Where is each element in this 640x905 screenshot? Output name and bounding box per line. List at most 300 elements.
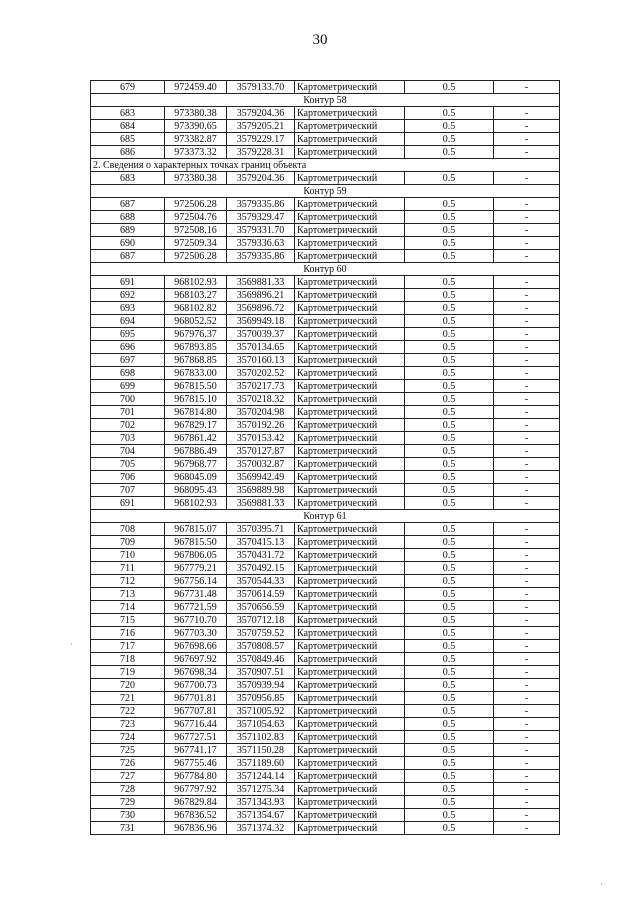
dash-cell: -	[494, 731, 560, 744]
point-number-cell: 703	[91, 432, 165, 445]
point-number-cell: 719	[91, 666, 165, 679]
method-cell: Картометрический	[295, 172, 405, 185]
table-row	[91, 718, 560, 731]
x-coordinate-cell: 967727.51	[165, 731, 227, 744]
method-cell: Картометрический	[295, 120, 405, 133]
x-coordinate-cell: 967815.50	[165, 536, 227, 549]
x-coordinate-cell: 972504.76	[165, 211, 227, 224]
accuracy-cell: 0.5	[405, 783, 494, 796]
table-row	[91, 679, 560, 692]
dash-cell: -	[494, 198, 560, 211]
y-coordinate-cell: 3571005.92	[227, 705, 295, 718]
point-number-cell: 700	[91, 393, 165, 406]
dash-cell: -	[494, 497, 560, 510]
table-row	[91, 575, 560, 588]
y-coordinate-cell: 3579331.70	[227, 224, 295, 237]
accuracy-cell: 0.5	[405, 107, 494, 120]
point-number-cell: 722	[91, 705, 165, 718]
dash-cell: -	[494, 120, 560, 133]
y-coordinate-cell: 3571054.63	[227, 718, 295, 731]
point-number-cell: 698	[91, 367, 165, 380]
table-row	[91, 692, 560, 705]
table-row	[91, 302, 560, 315]
y-coordinate-cell: 3579204.36	[227, 172, 295, 185]
table-row	[91, 744, 560, 757]
dash-cell: -	[494, 432, 560, 445]
x-coordinate-cell: 967701.81	[165, 692, 227, 705]
table-row	[91, 627, 560, 640]
method-cell: Картометрический	[295, 81, 405, 94]
x-coordinate-cell: 967697.92	[165, 653, 227, 666]
x-coordinate-cell: 967815.10	[165, 393, 227, 406]
x-coordinate-cell: 968102.93	[165, 497, 227, 510]
method-cell: Картометрический	[295, 614, 405, 627]
table-row	[91, 211, 560, 224]
accuracy-cell: 0.5	[405, 601, 494, 614]
accuracy-cell: 0.5	[405, 549, 494, 562]
method-cell: Картометрический	[295, 276, 405, 289]
x-coordinate-cell: 967836.52	[165, 809, 227, 822]
contour-header-row	[91, 185, 560, 198]
y-coordinate-cell: 3571343.93	[227, 796, 295, 809]
dash-cell: -	[494, 822, 560, 835]
accuracy-cell: 0.5	[405, 822, 494, 835]
x-coordinate-cell: 968045.09	[165, 471, 227, 484]
accuracy-cell: 0.5	[405, 146, 494, 159]
point-number-cell: 694	[91, 315, 165, 328]
contour-label: Контур 58	[91, 94, 560, 107]
method-cell: Картометрический	[295, 367, 405, 380]
x-coordinate-cell: 968102.93	[165, 276, 227, 289]
x-coordinate-cell: 967779.21	[165, 562, 227, 575]
y-coordinate-cell: 3569949.18	[227, 315, 295, 328]
point-number-cell: 718	[91, 653, 165, 666]
table-row	[91, 770, 560, 783]
point-number-cell: 720	[91, 679, 165, 692]
y-coordinate-cell: 3571374.32	[227, 822, 295, 835]
method-cell: Картометрический	[295, 406, 405, 419]
dash-cell: -	[494, 562, 560, 575]
table-row	[91, 809, 560, 822]
accuracy-cell: 0.5	[405, 393, 494, 406]
y-coordinate-cell: 3570492.15	[227, 562, 295, 575]
table-row	[91, 419, 560, 432]
y-coordinate-cell: 3570134.65	[227, 341, 295, 354]
accuracy-cell: 0.5	[405, 445, 494, 458]
point-number-cell: 709	[91, 536, 165, 549]
accuracy-cell: 0.5	[405, 536, 494, 549]
point-number-cell: 706	[91, 471, 165, 484]
method-cell: Картометрический	[295, 198, 405, 211]
table-row	[91, 276, 560, 289]
method-cell: Картометрический	[295, 237, 405, 250]
point-number-cell: 701	[91, 406, 165, 419]
y-coordinate-cell: 3570956.85	[227, 692, 295, 705]
table-row	[91, 250, 560, 263]
point-number-cell: 713	[91, 588, 165, 601]
table-row	[91, 406, 560, 419]
method-cell: Картометрический	[295, 458, 405, 471]
y-coordinate-cell: 3570431.72	[227, 549, 295, 562]
contour-label: Контур 61	[91, 510, 560, 523]
dash-cell: -	[494, 367, 560, 380]
y-coordinate-cell: 3579228.31	[227, 146, 295, 159]
method-cell: Картометрический	[295, 692, 405, 705]
table-row	[91, 640, 560, 653]
x-coordinate-cell: 973380.38	[165, 172, 227, 185]
table-row	[91, 224, 560, 237]
dash-cell: -	[494, 679, 560, 692]
table-row	[91, 653, 560, 666]
y-coordinate-cell: 3570218.32	[227, 393, 295, 406]
method-cell: Картометрический	[295, 666, 405, 679]
accuracy-cell: 0.5	[405, 133, 494, 146]
method-cell: Картометрический	[295, 601, 405, 614]
table-row	[91, 315, 560, 328]
method-cell: Картометрический	[295, 809, 405, 822]
y-coordinate-cell: 3570759.52	[227, 627, 295, 640]
table-row	[91, 588, 560, 601]
dash-cell: -	[494, 224, 560, 237]
dash-cell: -	[494, 250, 560, 263]
point-number-cell: 691	[91, 276, 165, 289]
method-cell: Картометрический	[295, 484, 405, 497]
method-cell: Картометрический	[295, 627, 405, 640]
x-coordinate-cell: 967698.66	[165, 640, 227, 653]
dash-cell: -	[494, 536, 560, 549]
dash-cell: -	[494, 692, 560, 705]
point-number-cell: 691	[91, 497, 165, 510]
y-coordinate-cell: 3569896.21	[227, 289, 295, 302]
accuracy-cell: 0.5	[405, 172, 494, 185]
method-cell: Картометрический	[295, 640, 405, 653]
method-cell: Картометрический	[295, 432, 405, 445]
method-cell: Картометрический	[295, 783, 405, 796]
section-label: 2. Сведения о характерных точках границ объекта	[91, 159, 560, 172]
accuracy-cell: 0.5	[405, 289, 494, 302]
x-coordinate-cell: 972506.28	[165, 198, 227, 211]
point-number-cell: 688	[91, 211, 165, 224]
y-coordinate-cell: 3571102.83	[227, 731, 295, 744]
method-cell: Картометрический	[295, 133, 405, 146]
dash-cell: -	[494, 523, 560, 536]
x-coordinate-cell: 967814.80	[165, 406, 227, 419]
method-cell: Картометрический	[295, 393, 405, 406]
method-cell: Картометрический	[295, 718, 405, 731]
x-coordinate-cell: 967700.73	[165, 679, 227, 692]
point-number-cell: 692	[91, 289, 165, 302]
accuracy-cell: 0.5	[405, 731, 494, 744]
y-coordinate-cell: 3570907.51	[227, 666, 295, 679]
y-coordinate-cell: 3570415.13	[227, 536, 295, 549]
scan-mark: ·	[600, 880, 603, 890]
method-cell: Картометрический	[295, 575, 405, 588]
point-number-cell: 683	[91, 172, 165, 185]
accuracy-cell: 0.5	[405, 809, 494, 822]
y-coordinate-cell: 3579204.36	[227, 107, 295, 120]
table-row	[91, 341, 560, 354]
dash-cell: -	[494, 471, 560, 484]
x-coordinate-cell: 967703.30	[165, 627, 227, 640]
point-number-cell: 696	[91, 341, 165, 354]
dash-cell: -	[494, 549, 560, 562]
x-coordinate-cell: 973382.87	[165, 133, 227, 146]
method-cell: Картометрический	[295, 653, 405, 666]
y-coordinate-cell: 3570039.37	[227, 328, 295, 341]
y-coordinate-cell: 3570395.71	[227, 523, 295, 536]
x-coordinate-cell: 967868.85	[165, 354, 227, 367]
method-cell: Картометрический	[295, 224, 405, 237]
x-coordinate-cell: 972506.28	[165, 250, 227, 263]
x-coordinate-cell: 967741.17	[165, 744, 227, 757]
accuracy-cell: 0.5	[405, 419, 494, 432]
table-row	[91, 796, 560, 809]
contour-header-row	[91, 94, 560, 107]
method-cell: Картометрический	[295, 341, 405, 354]
method-cell: Картометрический	[295, 354, 405, 367]
x-coordinate-cell: 967829.84	[165, 796, 227, 809]
point-number-cell: 726	[91, 757, 165, 770]
method-cell: Картометрический	[295, 822, 405, 835]
table-row	[91, 783, 560, 796]
y-coordinate-cell: 3570544.33	[227, 575, 295, 588]
x-coordinate-cell: 967836.96	[165, 822, 227, 835]
y-coordinate-cell: 3579335.86	[227, 198, 295, 211]
table-row	[91, 497, 560, 510]
section-header-row	[91, 159, 560, 172]
y-coordinate-cell: 3570204.98	[227, 406, 295, 419]
accuracy-cell: 0.5	[405, 120, 494, 133]
table-row	[91, 289, 560, 302]
y-coordinate-cell: 3579133.70	[227, 81, 295, 94]
y-coordinate-cell: 3570939.94	[227, 679, 295, 692]
accuracy-cell: 0.5	[405, 484, 494, 497]
point-number-cell: 711	[91, 562, 165, 575]
y-coordinate-cell: 3570217.73	[227, 380, 295, 393]
table-row	[91, 432, 560, 445]
accuracy-cell: 0.5	[405, 224, 494, 237]
method-cell: Картометрический	[295, 536, 405, 549]
y-coordinate-cell: 3579229.17	[227, 133, 295, 146]
y-coordinate-cell: 3570160.13	[227, 354, 295, 367]
point-number-cell: 730	[91, 809, 165, 822]
table-row	[91, 328, 560, 341]
accuracy-cell: 0.5	[405, 315, 494, 328]
accuracy-cell: 0.5	[405, 588, 494, 601]
table-row	[91, 822, 560, 835]
point-number-cell: 685	[91, 133, 165, 146]
accuracy-cell: 0.5	[405, 341, 494, 354]
x-coordinate-cell: 967784.80	[165, 770, 227, 783]
x-coordinate-cell: 968095.43	[165, 484, 227, 497]
x-coordinate-cell: 967707.81	[165, 705, 227, 718]
dash-cell: -	[494, 133, 560, 146]
x-coordinate-cell: 967861.42	[165, 432, 227, 445]
x-coordinate-cell: 972459.40	[165, 81, 227, 94]
table-row	[91, 458, 560, 471]
y-coordinate-cell: 3570849.46	[227, 653, 295, 666]
point-number-cell: 712	[91, 575, 165, 588]
table-row	[91, 380, 560, 393]
accuracy-cell: 0.5	[405, 406, 494, 419]
table-row	[91, 562, 560, 575]
method-cell: Картометрический	[295, 380, 405, 393]
point-number-cell: 702	[91, 419, 165, 432]
page-number: 30	[312, 32, 328, 48]
dash-cell: -	[494, 354, 560, 367]
x-coordinate-cell: 973390.65	[165, 120, 227, 133]
method-cell: Картометрический	[295, 211, 405, 224]
accuracy-cell: 0.5	[405, 770, 494, 783]
accuracy-cell: 0.5	[405, 380, 494, 393]
method-cell: Картометрический	[295, 562, 405, 575]
method-cell: Картометрический	[295, 588, 405, 601]
accuracy-cell: 0.5	[405, 328, 494, 341]
accuracy-cell: 0.5	[405, 250, 494, 263]
table-row	[91, 601, 560, 614]
dash-cell: -	[494, 484, 560, 497]
x-coordinate-cell: 967755.46	[165, 757, 227, 770]
y-coordinate-cell: 3569881.33	[227, 497, 295, 510]
x-coordinate-cell: 967721.59	[165, 601, 227, 614]
point-number-cell: 716	[91, 627, 165, 640]
x-coordinate-cell: 967829.17	[165, 419, 227, 432]
contour-label: Контур 59	[91, 185, 560, 198]
point-number-cell: 695	[91, 328, 165, 341]
point-number-cell: 704	[91, 445, 165, 458]
point-number-cell: 710	[91, 549, 165, 562]
table-row	[91, 731, 560, 744]
x-coordinate-cell: 973373.32	[165, 146, 227, 159]
y-coordinate-cell: 3571150.28	[227, 744, 295, 757]
x-coordinate-cell: 968102.82	[165, 302, 227, 315]
method-cell: Картометрический	[295, 419, 405, 432]
y-coordinate-cell: 3579329.47	[227, 211, 295, 224]
accuracy-cell: 0.5	[405, 640, 494, 653]
y-coordinate-cell: 3570656.59	[227, 601, 295, 614]
dash-cell: -	[494, 705, 560, 718]
dash-cell: -	[494, 809, 560, 822]
accuracy-cell: 0.5	[405, 471, 494, 484]
x-coordinate-cell: 967710.70	[165, 614, 227, 627]
point-number-cell: 731	[91, 822, 165, 835]
method-cell: Картометрический	[295, 757, 405, 770]
dash-cell: -	[494, 744, 560, 757]
dash-cell: -	[494, 406, 560, 419]
accuracy-cell: 0.5	[405, 302, 494, 315]
point-number-cell: 727	[91, 770, 165, 783]
dash-cell: -	[494, 302, 560, 315]
method-cell: Картометрический	[295, 705, 405, 718]
point-number-cell: 689	[91, 224, 165, 237]
x-coordinate-cell: 972509.34	[165, 237, 227, 250]
x-coordinate-cell: 967731.48	[165, 588, 227, 601]
x-coordinate-cell: 968103.27	[165, 289, 227, 302]
dash-cell: -	[494, 445, 560, 458]
table-row	[91, 757, 560, 770]
point-number-cell: 684	[91, 120, 165, 133]
method-cell: Картометрический	[295, 770, 405, 783]
dash-cell: -	[494, 81, 560, 94]
dash-cell: -	[494, 575, 560, 588]
table-row	[91, 393, 560, 406]
y-coordinate-cell: 3569942.49	[227, 471, 295, 484]
point-number-cell: 721	[91, 692, 165, 705]
table-row	[91, 549, 560, 562]
y-coordinate-cell: 3571275.34	[227, 783, 295, 796]
y-coordinate-cell: 3570808.57	[227, 640, 295, 653]
point-number-cell: 679	[91, 81, 165, 94]
dash-cell: -	[494, 211, 560, 224]
accuracy-cell: 0.5	[405, 432, 494, 445]
contour-label: Контур 60	[91, 263, 560, 276]
method-cell: Картометрический	[295, 107, 405, 120]
point-number-cell: 697	[91, 354, 165, 367]
method-cell: Картометрический	[295, 328, 405, 341]
table-row	[91, 133, 560, 146]
dash-cell: -	[494, 328, 560, 341]
accuracy-cell: 0.5	[405, 81, 494, 94]
accuracy-cell: 0.5	[405, 237, 494, 250]
x-coordinate-cell: 967968.77	[165, 458, 227, 471]
dash-cell: -	[494, 601, 560, 614]
coordinates-table	[90, 80, 560, 835]
method-cell: Картометрический	[295, 679, 405, 692]
dash-cell: -	[494, 653, 560, 666]
point-number-cell: 729	[91, 796, 165, 809]
accuracy-cell: 0.5	[405, 679, 494, 692]
table-row	[91, 614, 560, 627]
dash-cell: -	[494, 757, 560, 770]
table-row	[91, 523, 560, 536]
method-cell: Картометрический	[295, 497, 405, 510]
method-cell: Картометрический	[295, 731, 405, 744]
point-number-cell: 687	[91, 250, 165, 263]
accuracy-cell: 0.5	[405, 523, 494, 536]
method-cell: Картометрический	[295, 315, 405, 328]
contour-header-row	[91, 510, 560, 523]
accuracy-cell: 0.5	[405, 367, 494, 380]
dash-cell: -	[494, 783, 560, 796]
y-coordinate-cell: 3570127.87	[227, 445, 295, 458]
x-coordinate-cell: 967815.50	[165, 380, 227, 393]
y-coordinate-cell: 3579335.86	[227, 250, 295, 263]
accuracy-cell: 0.5	[405, 744, 494, 757]
point-number-cell: 724	[91, 731, 165, 744]
table-row	[91, 471, 560, 484]
accuracy-cell: 0.5	[405, 653, 494, 666]
point-number-cell: 690	[91, 237, 165, 250]
accuracy-cell: 0.5	[405, 705, 494, 718]
dash-cell: -	[494, 172, 560, 185]
accuracy-cell: 0.5	[405, 575, 494, 588]
accuracy-cell: 0.5	[405, 458, 494, 471]
dash-cell: -	[494, 770, 560, 783]
y-coordinate-cell: 3569881.33	[227, 276, 295, 289]
dash-cell: -	[494, 276, 560, 289]
table-row	[91, 172, 560, 185]
y-coordinate-cell: 3569896.72	[227, 302, 295, 315]
table-row	[91, 237, 560, 250]
dash-cell: -	[494, 315, 560, 328]
dash-cell: -	[494, 718, 560, 731]
dash-cell: -	[494, 666, 560, 679]
method-cell: Картометрический	[295, 146, 405, 159]
contour-header-row	[91, 263, 560, 276]
point-number-cell: 723	[91, 718, 165, 731]
table-row	[91, 354, 560, 367]
x-coordinate-cell: 967797.92	[165, 783, 227, 796]
